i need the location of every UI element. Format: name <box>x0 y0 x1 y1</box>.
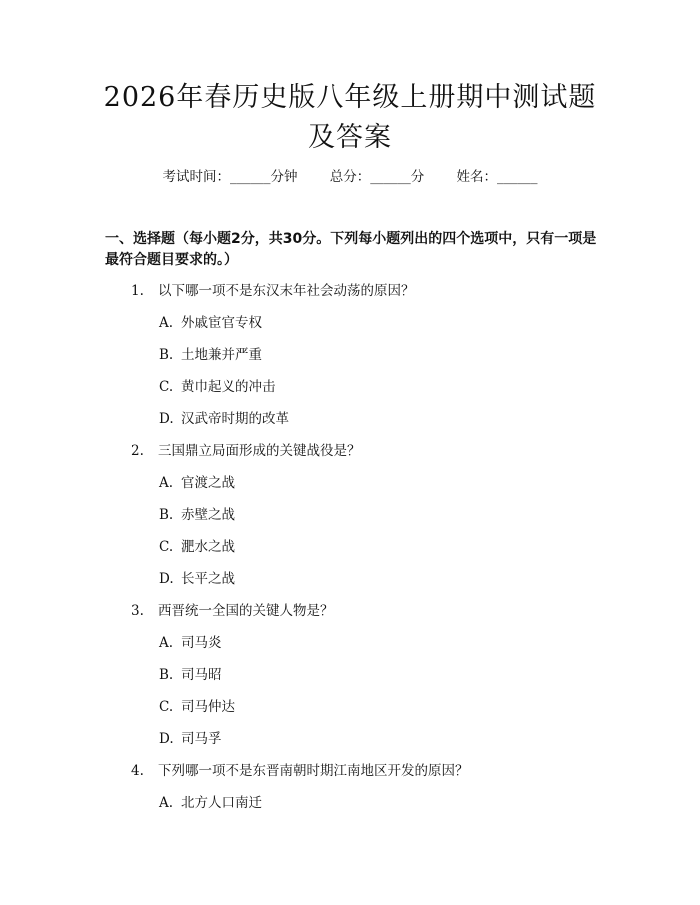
section-heading: 一、选择题（每小题2分，共30分。下列每小题列出的四个选项中，只有一项是最符合题目要求的。） <box>105 231 597 268</box>
option-text: 黄巾起义的冲击 <box>181 379 276 395</box>
option-letter: A. <box>159 795 174 811</box>
option-text: 淝水之战 <box>181 539 235 555</box>
question-2-option-d <box>159 569 235 589</box>
student-name-field: 姓名：______ <box>456 169 538 185</box>
question-text: 下列哪一项不是东晋南朝时期江南地区开发的原因？ <box>158 763 469 779</box>
question-text: 三国鼎立局面形成的关键战役是？ <box>158 443 361 459</box>
option-text: 北方人口南迁 <box>181 795 262 811</box>
question-number: 3. <box>131 603 144 619</box>
question-4 <box>131 761 469 781</box>
question-text: 以下哪一项不是东汉末年社会动荡的原因？ <box>158 283 415 299</box>
exam-time-field: 考试时间：______分钟 <box>162 169 298 185</box>
question-1-option-a <box>159 313 262 333</box>
option-letter: C. <box>159 539 174 555</box>
question-3-option-b <box>159 665 222 685</box>
question-3 <box>131 601 334 621</box>
page-title: 2026年春历史版八年级上册期中测试题及答案 <box>103 82 597 153</box>
question-1 <box>131 281 415 301</box>
option-letter: A. <box>159 315 174 331</box>
exam-info-line <box>0 167 700 187</box>
question-1-option-b <box>159 345 262 365</box>
question-number: 2. <box>131 443 144 459</box>
question-number: 4. <box>131 763 144 779</box>
question-3-option-c <box>159 697 235 717</box>
option-text: 官渡之战 <box>181 475 235 491</box>
question-number: 1. <box>131 283 144 299</box>
option-text: 司马炎 <box>181 635 222 651</box>
option-letter: C. <box>159 379 174 395</box>
option-letter: A. <box>159 475 174 491</box>
total-score-field: 总分：______分 <box>329 169 425 185</box>
option-text: 汉武帝时期的改革 <box>181 411 289 427</box>
option-text: 司马昭 <box>181 667 222 683</box>
question-2-option-c <box>159 537 235 557</box>
option-letter: A. <box>159 635 174 651</box>
option-text: 外戚宦官专权 <box>181 315 262 331</box>
question-2-option-a <box>159 473 235 493</box>
option-text: 土地兼并严重 <box>181 347 262 363</box>
option-text: 长平之战 <box>181 571 235 587</box>
question-2 <box>131 441 361 461</box>
option-letter: D. <box>159 411 174 427</box>
question-1-option-d <box>159 409 289 429</box>
question-4-option-a <box>159 793 262 813</box>
question-text: 西晋统一全国的关键人物是？ <box>158 603 334 619</box>
option-letter: B. <box>159 347 174 363</box>
question-3-option-a <box>159 633 222 653</box>
option-letter: D. <box>159 731 174 747</box>
question-1-option-c <box>159 377 276 397</box>
question-2-option-b <box>159 505 235 525</box>
option-letter: B. <box>159 667 174 683</box>
option-letter: B. <box>159 507 174 523</box>
option-text: 司马仲达 <box>181 699 235 715</box>
option-text: 司马孚 <box>181 731 222 747</box>
option-text: 赤壁之战 <box>181 507 235 523</box>
option-letter: C. <box>159 699 174 715</box>
option-letter: D. <box>159 571 174 587</box>
question-3-option-d <box>159 729 222 749</box>
